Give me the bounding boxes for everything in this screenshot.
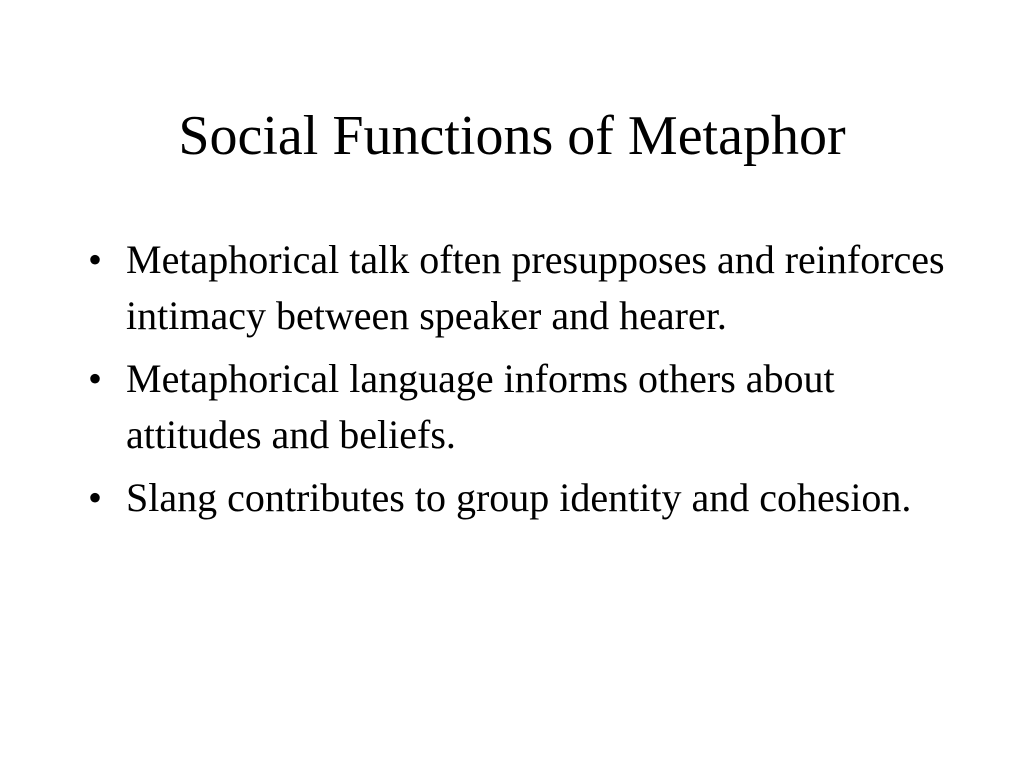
bullet-item-3	[88, 470, 958, 526]
bullet-text: Metaphorical language informs others about attitudes and beliefs.	[126, 356, 835, 457]
bullet-text: Slang contributes to group identity and cohesion.	[126, 475, 912, 520]
bullet-text: Metaphorical talk often presupposes and reinforces intimacy between speaker and hearer.	[126, 237, 945, 338]
bullet-list	[88, 232, 958, 533]
bullet-point-icon: •	[88, 356, 103, 401]
bullet-point-icon: •	[88, 237, 103, 282]
bullet-item-1	[88, 232, 958, 344]
slide-title: Social Functions of Metaphor	[178, 105, 846, 167]
bullet-point-icon: •	[88, 475, 103, 520]
bullet-item-2	[88, 351, 958, 463]
